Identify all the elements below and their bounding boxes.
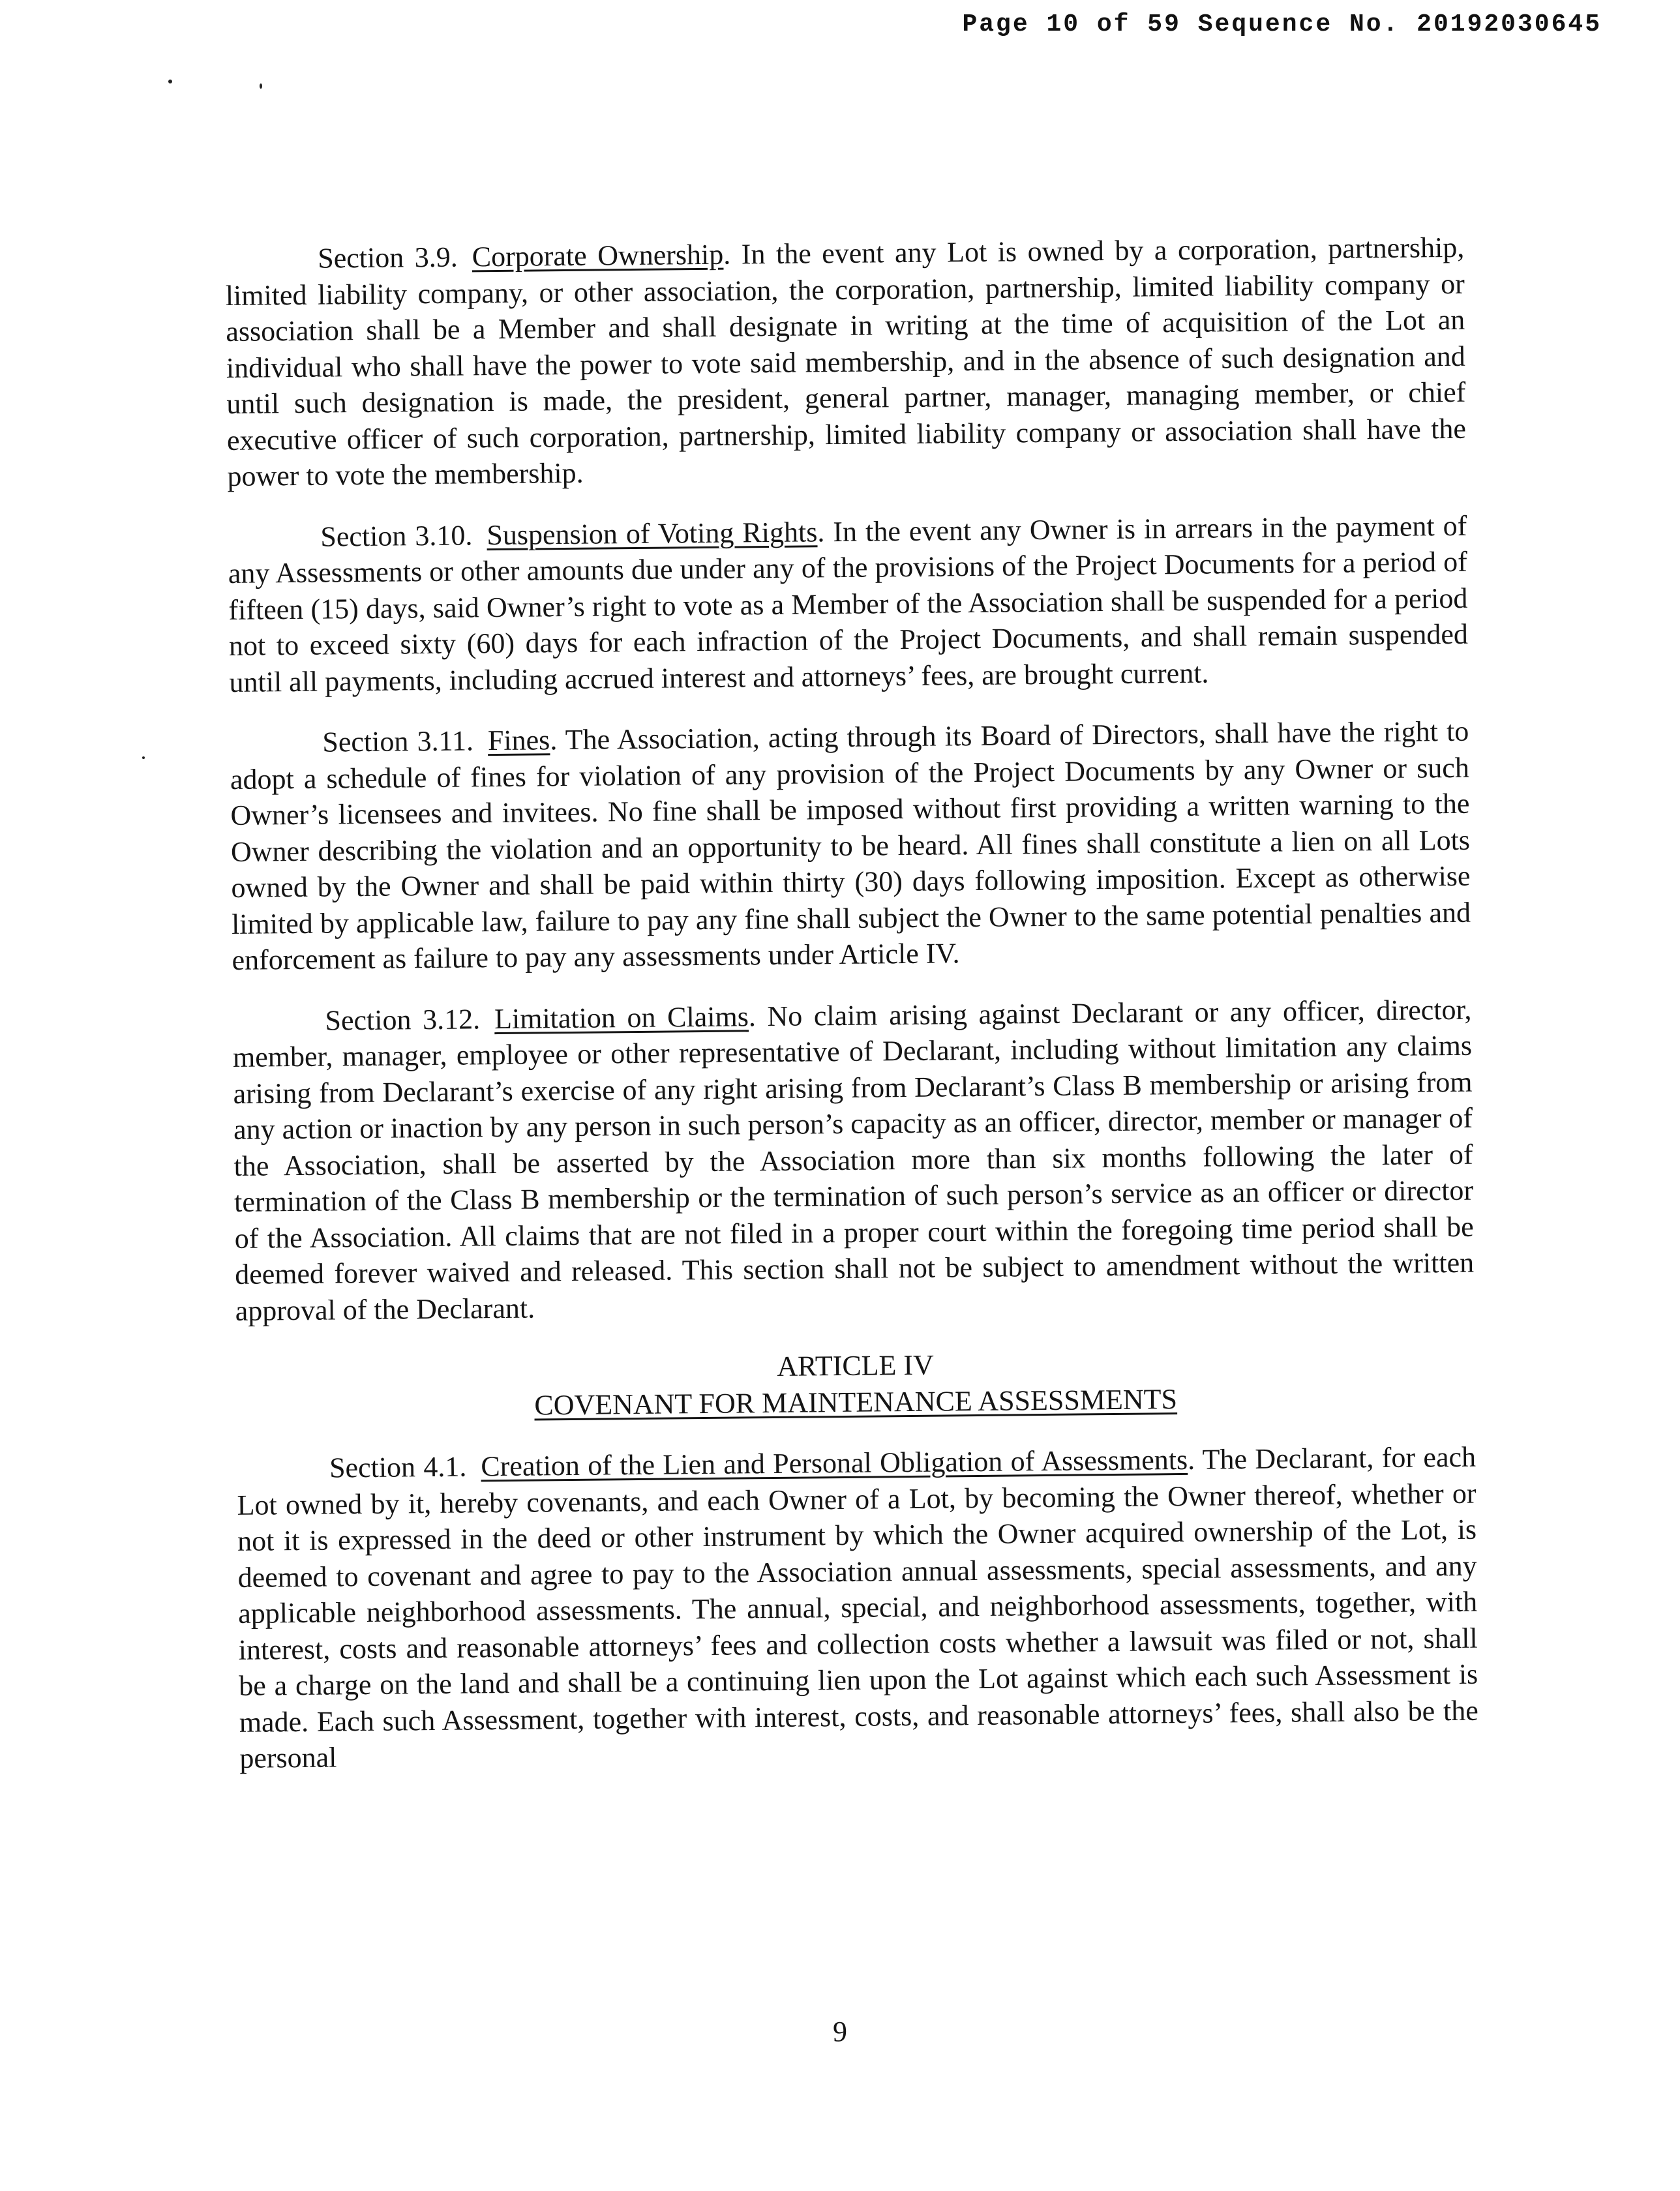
section-text: . No claim arising against Declarant or any officer, director, member, manager, employee or other representative of Declarant, including without limitation any claims arising from Declarant’s exercise of any right arising from Declarant’s Class B membership or arising from any action or inaction by any person in such person’s capacity as an officer, director, member or manager of the Association, shall be asserted by the Association more than six months following the later of termination of the Class B membership or the termination of such person’s service as an officer or director of the Association. All claims that are not filed in a proper court within the foregoing time period shall be deemed forever waived and released. This section shall not be subject to amendment without the written approval of the Declarant.	[232, 993, 1475, 1327]
section-text: . The Association, acting through its Board of Directors, shall have the right to adopt a schedule of fines for violation of any provision of the Project Documents by any Owner or such Owner’s licensees and invitees. No fine shall be imposed without first providing a written warning to the Owner describing the violation and an opportunity to be heard. All fines shall constitute a lien on all Lots owned by the Owner and shall be paid within thirty (30) days following imposition. Except as otherwise limited by applicable law, failure to pay any fine shall subject the Owner to the same potential penalties and enforcement as failure to pay any assessments under Article IV.	[230, 715, 1471, 976]
section-number: Section 3.9.	[318, 241, 458, 275]
section-title: Corporate Ownership	[472, 238, 724, 273]
section-title: Fines	[487, 724, 550, 757]
scan-speck	[168, 80, 172, 83]
document-body	[225, 230, 1479, 1802]
scan-speck	[142, 756, 145, 759]
section-number: Section 3.11.	[322, 724, 474, 758]
section-paragraph	[232, 991, 1475, 1329]
section-number: Section 4.1.	[329, 1450, 467, 1484]
section-title: Creation of the Lien and Personal Obligation of Assessments	[481, 1443, 1188, 1483]
article-heading	[235, 1342, 1475, 1426]
section-text: . In the event any Lot is owned by a corporation, partnership, limited liability company, or other association, the corporation, partnership, limited liability company or association shall be a Member and shall designate in writing at the time of acquisition of the Lot an individual who shall have the power to vote said membership, and in the absence of such designation and until such designation is made, the president, general partner, manager, managing member, or chief executive officer of such corporation, partnership, limited liability company or association shall have the power to vote the membership.	[225, 231, 1467, 492]
section-number: Section 3.12.	[325, 1002, 481, 1037]
article-label: ARTICLE IV	[777, 1349, 935, 1382]
section-text: . The Declarant, for each Lot owned by it, hereby covenants, and each Owner of a Lot, by becoming the Owner thereof, whether or not it is expressed in the deed or other instrument by which the Owner acquired ownership of the Lot, is deemed to covenant and agree to pay to the Association annual assessments, special assessments, and any applicable neighborhood assessments. The annual, special, and neighborhood assessments, together, with interest, costs and reasonable attorneys’ fees and collection costs whether a lawsuit was filed or not, shall be a charge on the land and shall be a continuing lien upon the Lot against which each such Assessment is made. Each such Assessment, together with interest, costs, and reasonable attorneys’ fees, shall also be the personal	[237, 1440, 1478, 1774]
section-paragraph	[230, 713, 1471, 979]
page-sequence-stamp: Page 10 of 59 Sequence No. 20192030645	[962, 10, 1602, 38]
section-paragraph	[225, 230, 1467, 495]
section-paragraph	[228, 507, 1469, 700]
section-text: . In the event any Owner is in arrears in the payment of any Assessments or other amounts due under any of the provisions of the Project Documents for a period of fifteen (15) days, said Owner’s right to vote as a Member of the Association shall be suspended for a period not to exceed sixty (60) days for each infraction of the Project Documents, and shall remain suspended until all payments, including accrued interest and attorneys’ fees, are brought current.	[228, 509, 1469, 698]
section-title: Limitation on Claims	[494, 1000, 749, 1035]
page-number: 9	[833, 2016, 847, 2048]
article-title: COVENANT FOR MAINTENANCE ASSESSMENTS	[534, 1382, 1178, 1422]
section-number: Section 3.10.	[320, 518, 473, 553]
section-paragraph	[237, 1439, 1479, 1777]
scan-speck	[260, 83, 262, 89]
section-title: Suspension of Voting Rights	[487, 515, 818, 551]
